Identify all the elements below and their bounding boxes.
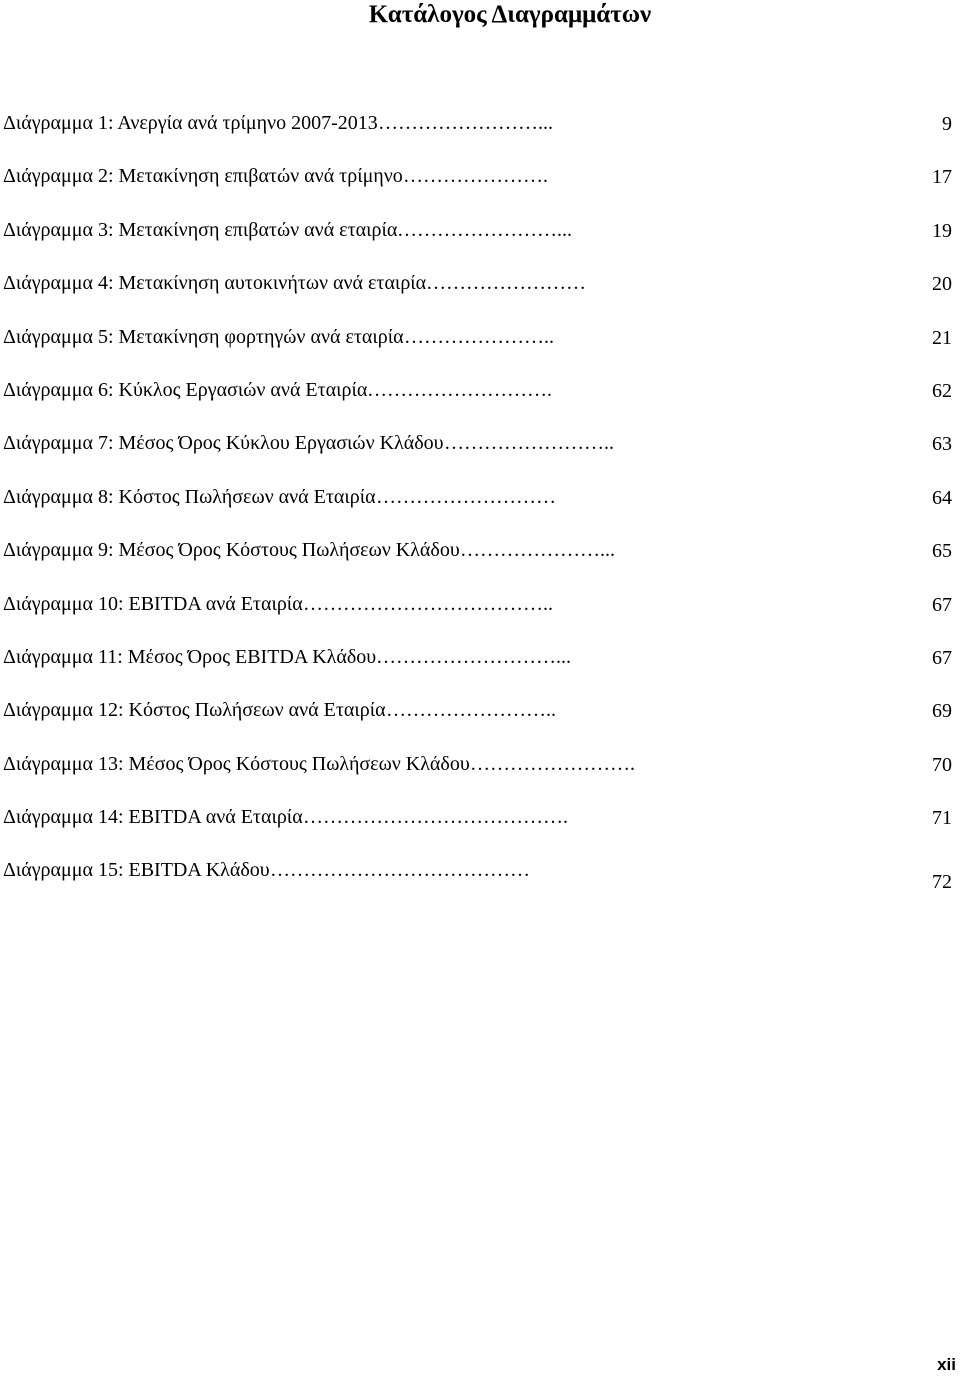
- toc-entry-label: Διάγραμμα 3: Μετακίνηση επιβατών ανά εταιρία: [3, 218, 398, 241]
- toc-entry-label: Διάγραμμα 11: Μέσος Όρος EBITDA Κλάδου: [3, 645, 377, 668]
- toc-entry-page: 64: [932, 486, 952, 509]
- toc-entry-page: 69: [932, 700, 952, 723]
- toc-entry-leader: …………………….: [470, 752, 635, 775]
- toc-entry-label: Διάγραμμα 7: Μέσος Όρος Κύκλου Εργασιών Κλάδου: [3, 432, 444, 455]
- toc-entry-page: 19: [932, 219, 952, 242]
- toc-entry[interactable]: [0, 484, 960, 537]
- page-title: Κατάλογος Διαγραμμάτων: [368, 1, 652, 28]
- toc-entry-label: Διάγραμμα 5: Μετακίνηση φορτηγών ανά εταιρία: [3, 325, 404, 348]
- toc-entry[interactable]: [0, 377, 960, 430]
- toc-entry-label: Διάγραμμα 15: EBITDA Κλάδου: [3, 859, 270, 882]
- toc-entry-label: Διάγραμμα 8: Κόστος Πωλήσεων ανά Εταιρία: [3, 485, 376, 508]
- toc-entry-page: 63: [932, 433, 952, 456]
- toc-entry[interactable]: [0, 537, 960, 590]
- toc-entry-page: 67: [932, 593, 952, 616]
- toc-entry[interactable]: [0, 804, 960, 857]
- toc-entry-label: Διάγραμμα 2: Μετακίνηση επιβατών ανά τρίμηνο: [3, 165, 403, 188]
- toc-entry-label: Διάγραμμα 6: Κύκλος Εργασιών ανά Εταιρία: [3, 378, 368, 401]
- toc-entry-leader: ………………………: [376, 485, 556, 508]
- toc-entry[interactable]: [0, 697, 960, 750]
- page-number: xii: [937, 1355, 956, 1374]
- toc-entry-leader: ………………………...: [376, 645, 571, 668]
- toc-entry-leader: ……………………...: [397, 218, 572, 241]
- toc-entry-page: 17: [932, 166, 952, 189]
- toc-entry[interactable]: [0, 324, 960, 377]
- toc-entry[interactable]: [0, 644, 960, 697]
- toc-entry-leader: ……………………..: [444, 432, 614, 455]
- toc-entry[interactable]: [0, 217, 960, 270]
- toc-entry[interactable]: [0, 163, 960, 216]
- table-of-figures: [0, 110, 960, 911]
- toc-entry-label: Διάγραμμα 4: Μετακίνηση αυτοκινήτων ανά εταιρία: [3, 272, 427, 295]
- toc-entry-page: 67: [932, 646, 952, 669]
- toc-entry-leader: …………………..: [404, 325, 554, 348]
- toc-entry-page: 70: [932, 753, 952, 776]
- toc-entry-page: 62: [932, 379, 952, 402]
- toc-entry-page: 20: [932, 273, 952, 296]
- toc-entry-leader: …………………...: [460, 539, 615, 562]
- toc-entry[interactable]: [0, 857, 960, 910]
- toc-entry-page: 65: [932, 540, 952, 563]
- toc-entry-leader: …………………………………: [270, 859, 530, 882]
- toc-entry-label: Διάγραμμα 9: Μέσος Όρος Κόστους Πωλήσεων Κλάδου: [3, 539, 460, 562]
- toc-entry-page: 72: [932, 871, 952, 894]
- toc-entry-page: 71: [932, 807, 952, 830]
- toc-entry-label: Διάγραμμα 12: Κόστος Πωλήσεων ανά Εταιρία: [3, 699, 386, 722]
- toc-entry-leader: ………………….: [403, 165, 548, 188]
- toc-entry-leader: ……………………: [426, 272, 586, 295]
- toc-entry-label: Διάγραμμα 1: Ανεργία ανά τρίμηνο 2007-2013: [3, 112, 378, 134]
- toc-entry-label: Διάγραμμα 13: Μέσος Όρος Κόστους Πωλήσεων Κλάδου: [3, 752, 470, 775]
- toc-entry[interactable]: [0, 430, 960, 483]
- toc-entry-page: 21: [932, 326, 952, 349]
- toc-entry-leader: ……………………..: [386, 699, 556, 722]
- toc-entry[interactable]: [0, 270, 960, 323]
- toc-entry-leader: ………………………………..: [303, 592, 553, 615]
- toc-entry[interactable]: [0, 110, 960, 163]
- toc-entry-label: Διάγραμμα 14: EBITDA ανά Εταιρία: [3, 806, 303, 829]
- toc-entry-label: Διάγραμμα 10: EBITDA ανά Εταιρία: [3, 592, 303, 615]
- toc-entry[interactable]: [0, 591, 960, 644]
- toc-entry-page: 9: [942, 113, 952, 135]
- toc-entry[interactable]: [0, 751, 960, 804]
- toc-entry-leader: ………………………………….: [303, 806, 568, 829]
- toc-entry-leader: ……………………….: [367, 378, 552, 401]
- toc-entry-leader: ……………………...: [378, 112, 553, 134]
